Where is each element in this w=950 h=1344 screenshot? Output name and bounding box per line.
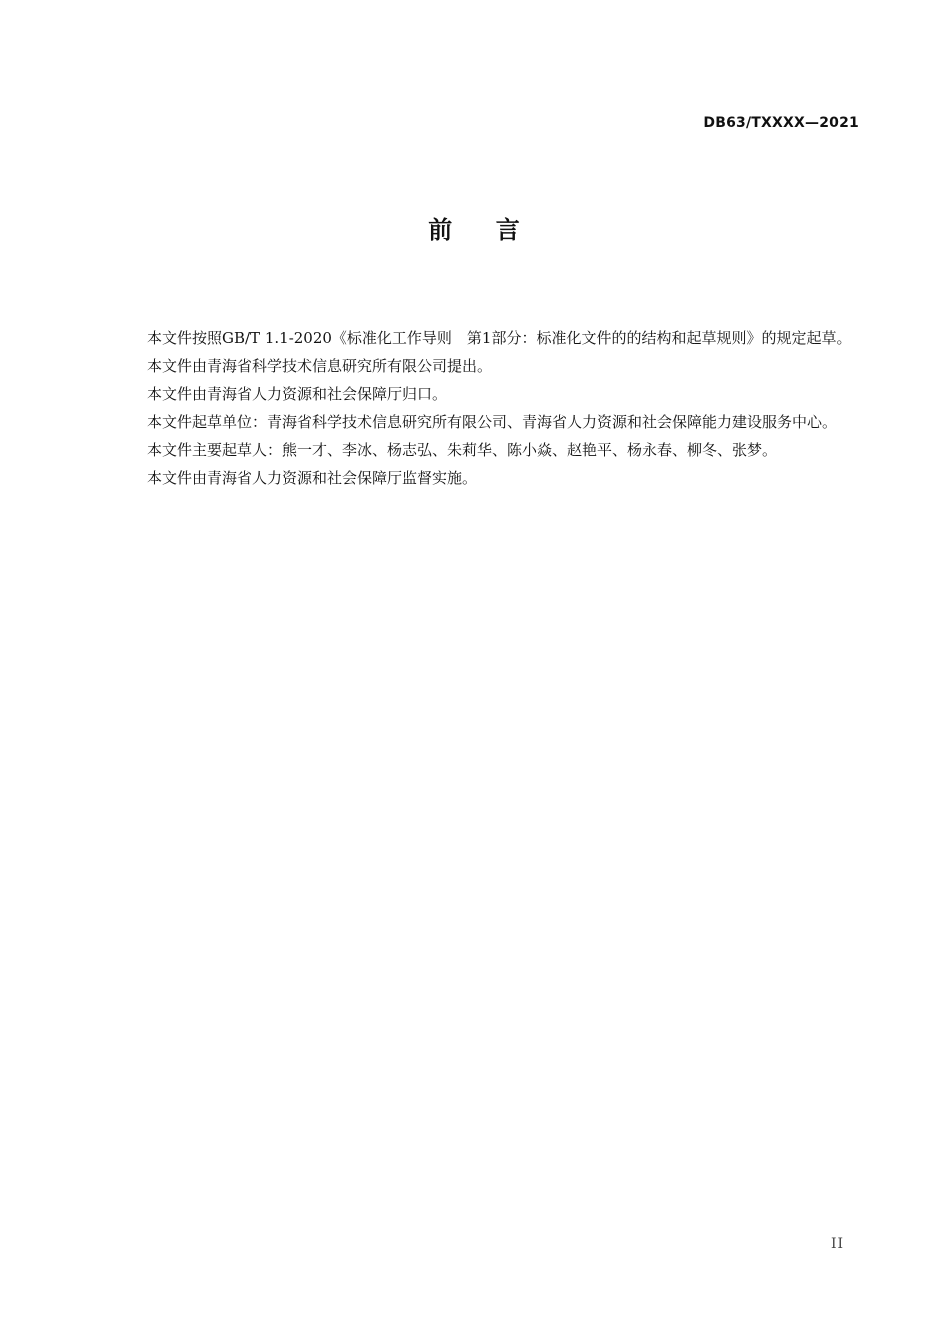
page-title: 前 言 — [428, 216, 522, 244]
document-code: DB63/TXXXX—2021 — [703, 115, 859, 131]
foreword-paragraph: 本文件起草单位：青海省科学技术信息研究所有限公司、青海省人力资源和社会保障能力建设服务中心。 — [147, 413, 838, 431]
foreword-paragraph: 本文件由青海省人力资源和社会保障厅监督实施。 — [147, 469, 478, 487]
foreword-paragraph: 本文件由青海省人力资源和社会保障厅归口。 — [147, 385, 448, 403]
foreword-paragraph: 本文件主要起草人：熊一才、李冰、杨志弘、朱莉华、陈小焱、赵艳平、杨永春、柳冬、张梦。 — [147, 441, 778, 459]
foreword-paragraph: 本文件按照GB/T 1.1-2020《标准化工作导则 第1部分：标准化文件的的结构和起草规则》的规定起草。 — [147, 329, 852, 347]
foreword-paragraph: 本文件由青海省科学技术信息研究所有限公司提出。 — [147, 357, 493, 375]
page-number: II — [830, 1236, 844, 1252]
foreword-body — [113, 324, 859, 492]
